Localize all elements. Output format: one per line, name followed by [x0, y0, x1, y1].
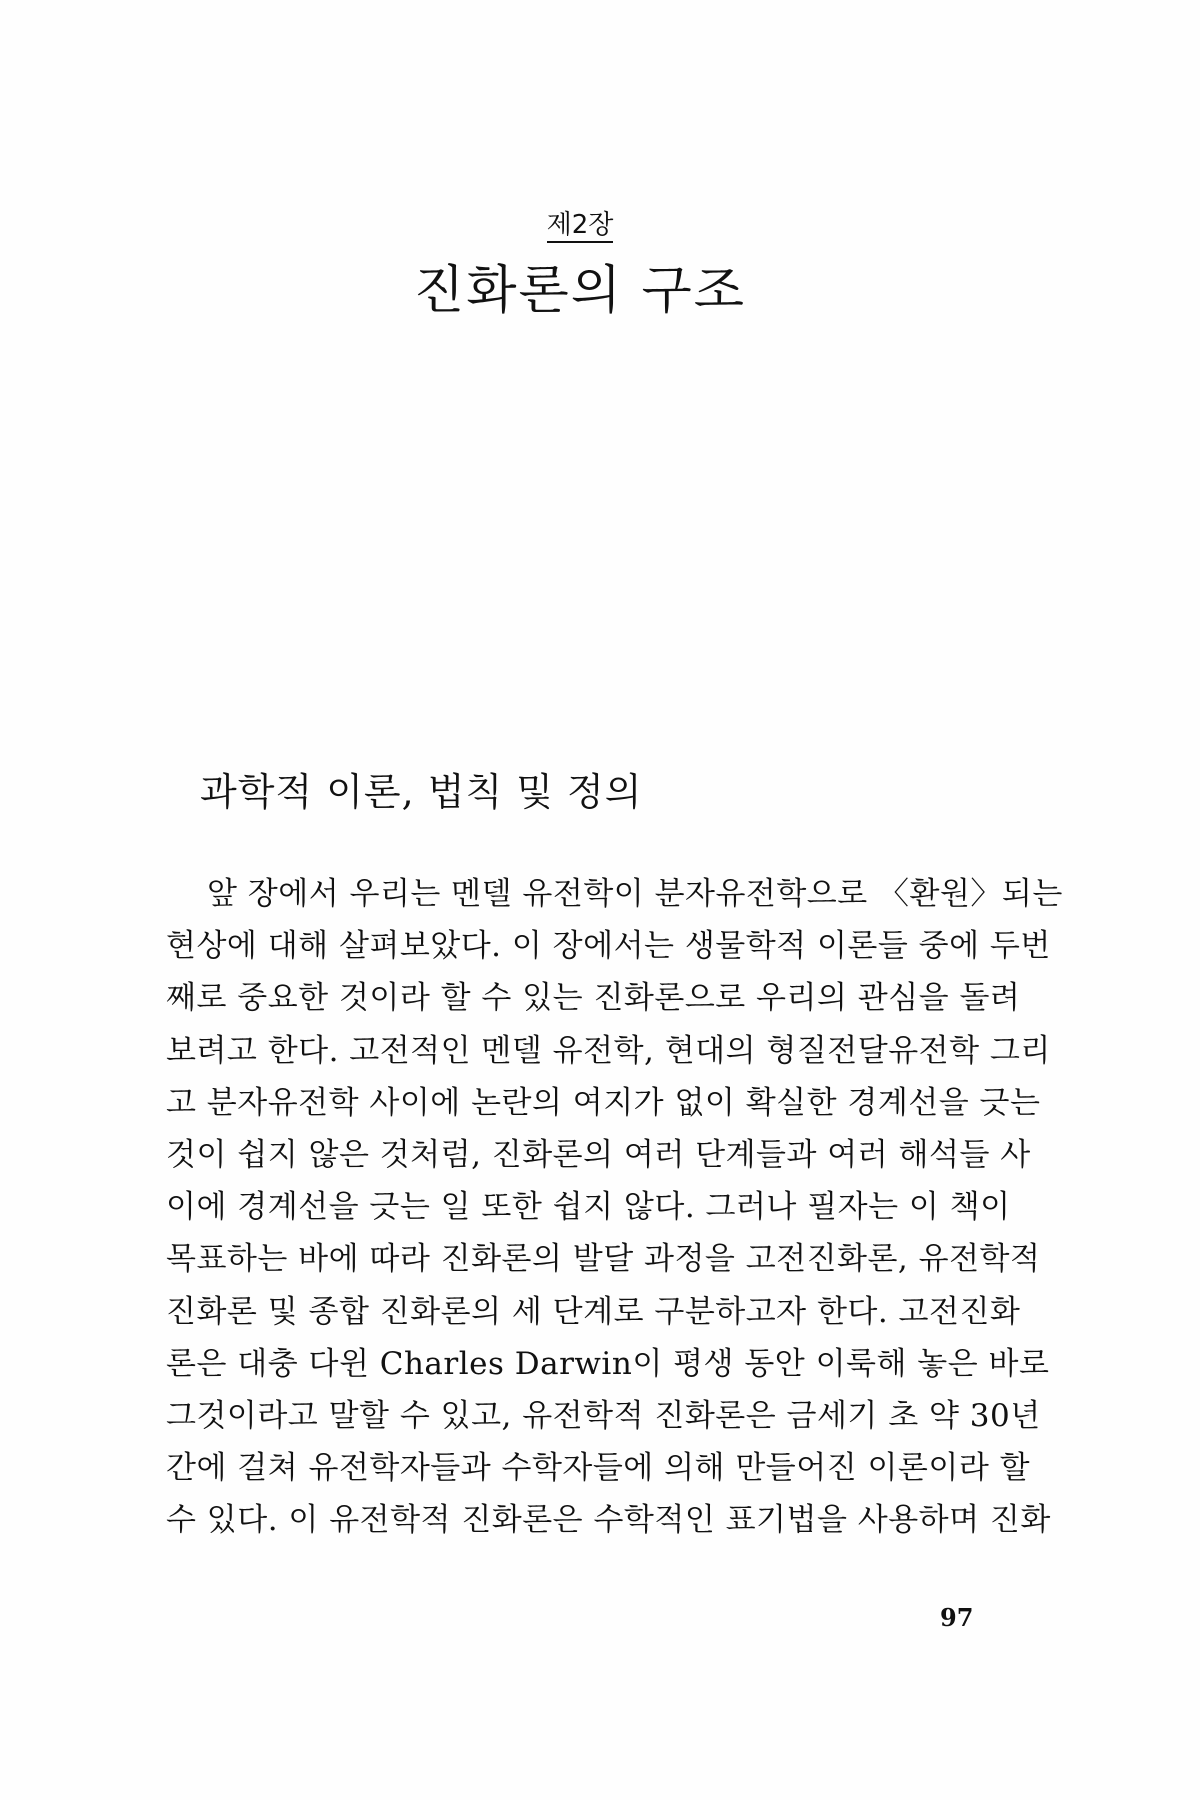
page-number: 97 [940, 1603, 974, 1632]
text-line: 앞 장에서 우리는 멘델 유전학이 분자유전학으로 〈환원〉되는 [207, 876, 1063, 912]
text-line: 것이 쉽지 않은 것처럼, 진화론의 여러 단계들과 여러 해석들 사 [166, 1136, 1031, 1173]
text-line: 고 분자유전학 사이에 논란의 여지가 없이 확실한 경계선을 긋는 [166, 1084, 1041, 1121]
text-line: 진화론 및 종합 진화론의 세 단계로 구분하고자 한다. 고전진화 [166, 1293, 1021, 1330]
text-line: 보려고 한다. 고전적인 멘델 유전학, 현대의 형질전달유전학 그리 [166, 1032, 1051, 1069]
text-line: 론은 대충 다윈 Charles Darwin이 평생 동안 이룩해 놓은 바로 [166, 1345, 1050, 1382]
text-line: 간에 걸쳐 유전학자들과 수학자들에 의해 만들어진 이론이라 할 [166, 1450, 1031, 1487]
chapter-number: 제2장 [547, 212, 614, 243]
chapter-title: 진화론의 구조 [414, 261, 746, 321]
chapter-label [0, 212, 1160, 243]
text-line: 수 있다. 이 유전학적 진화론은 수학적인 표기법을 사용하며 진화 [166, 1502, 1051, 1539]
text-line: 째로 중요한 것이라 할 수 있는 진화론으로 우리의 관심을 돌려 [166, 980, 1021, 1017]
text-line: 현상에 대해 살펴보았다. 이 장에서는 생물학적 이론들 중에 두번 [166, 928, 1051, 965]
body-paragraph [166, 868, 1063, 1546]
text-line: 그것이라고 말할 수 있고, 유전학적 진화론은 금세기 초 약 30년 [166, 1397, 1041, 1434]
text-line: 이에 경계선을 긋는 일 또한 쉽지 않다. 그러나 필자는 이 책이 [166, 1189, 1011, 1226]
section-heading: 과학적 이론, 법칙 및 정의 [200, 770, 643, 814]
text-line: 목표하는 바에 따라 진화론의 발달 과정을 고전진화론, 유전학적 [166, 1241, 1041, 1278]
